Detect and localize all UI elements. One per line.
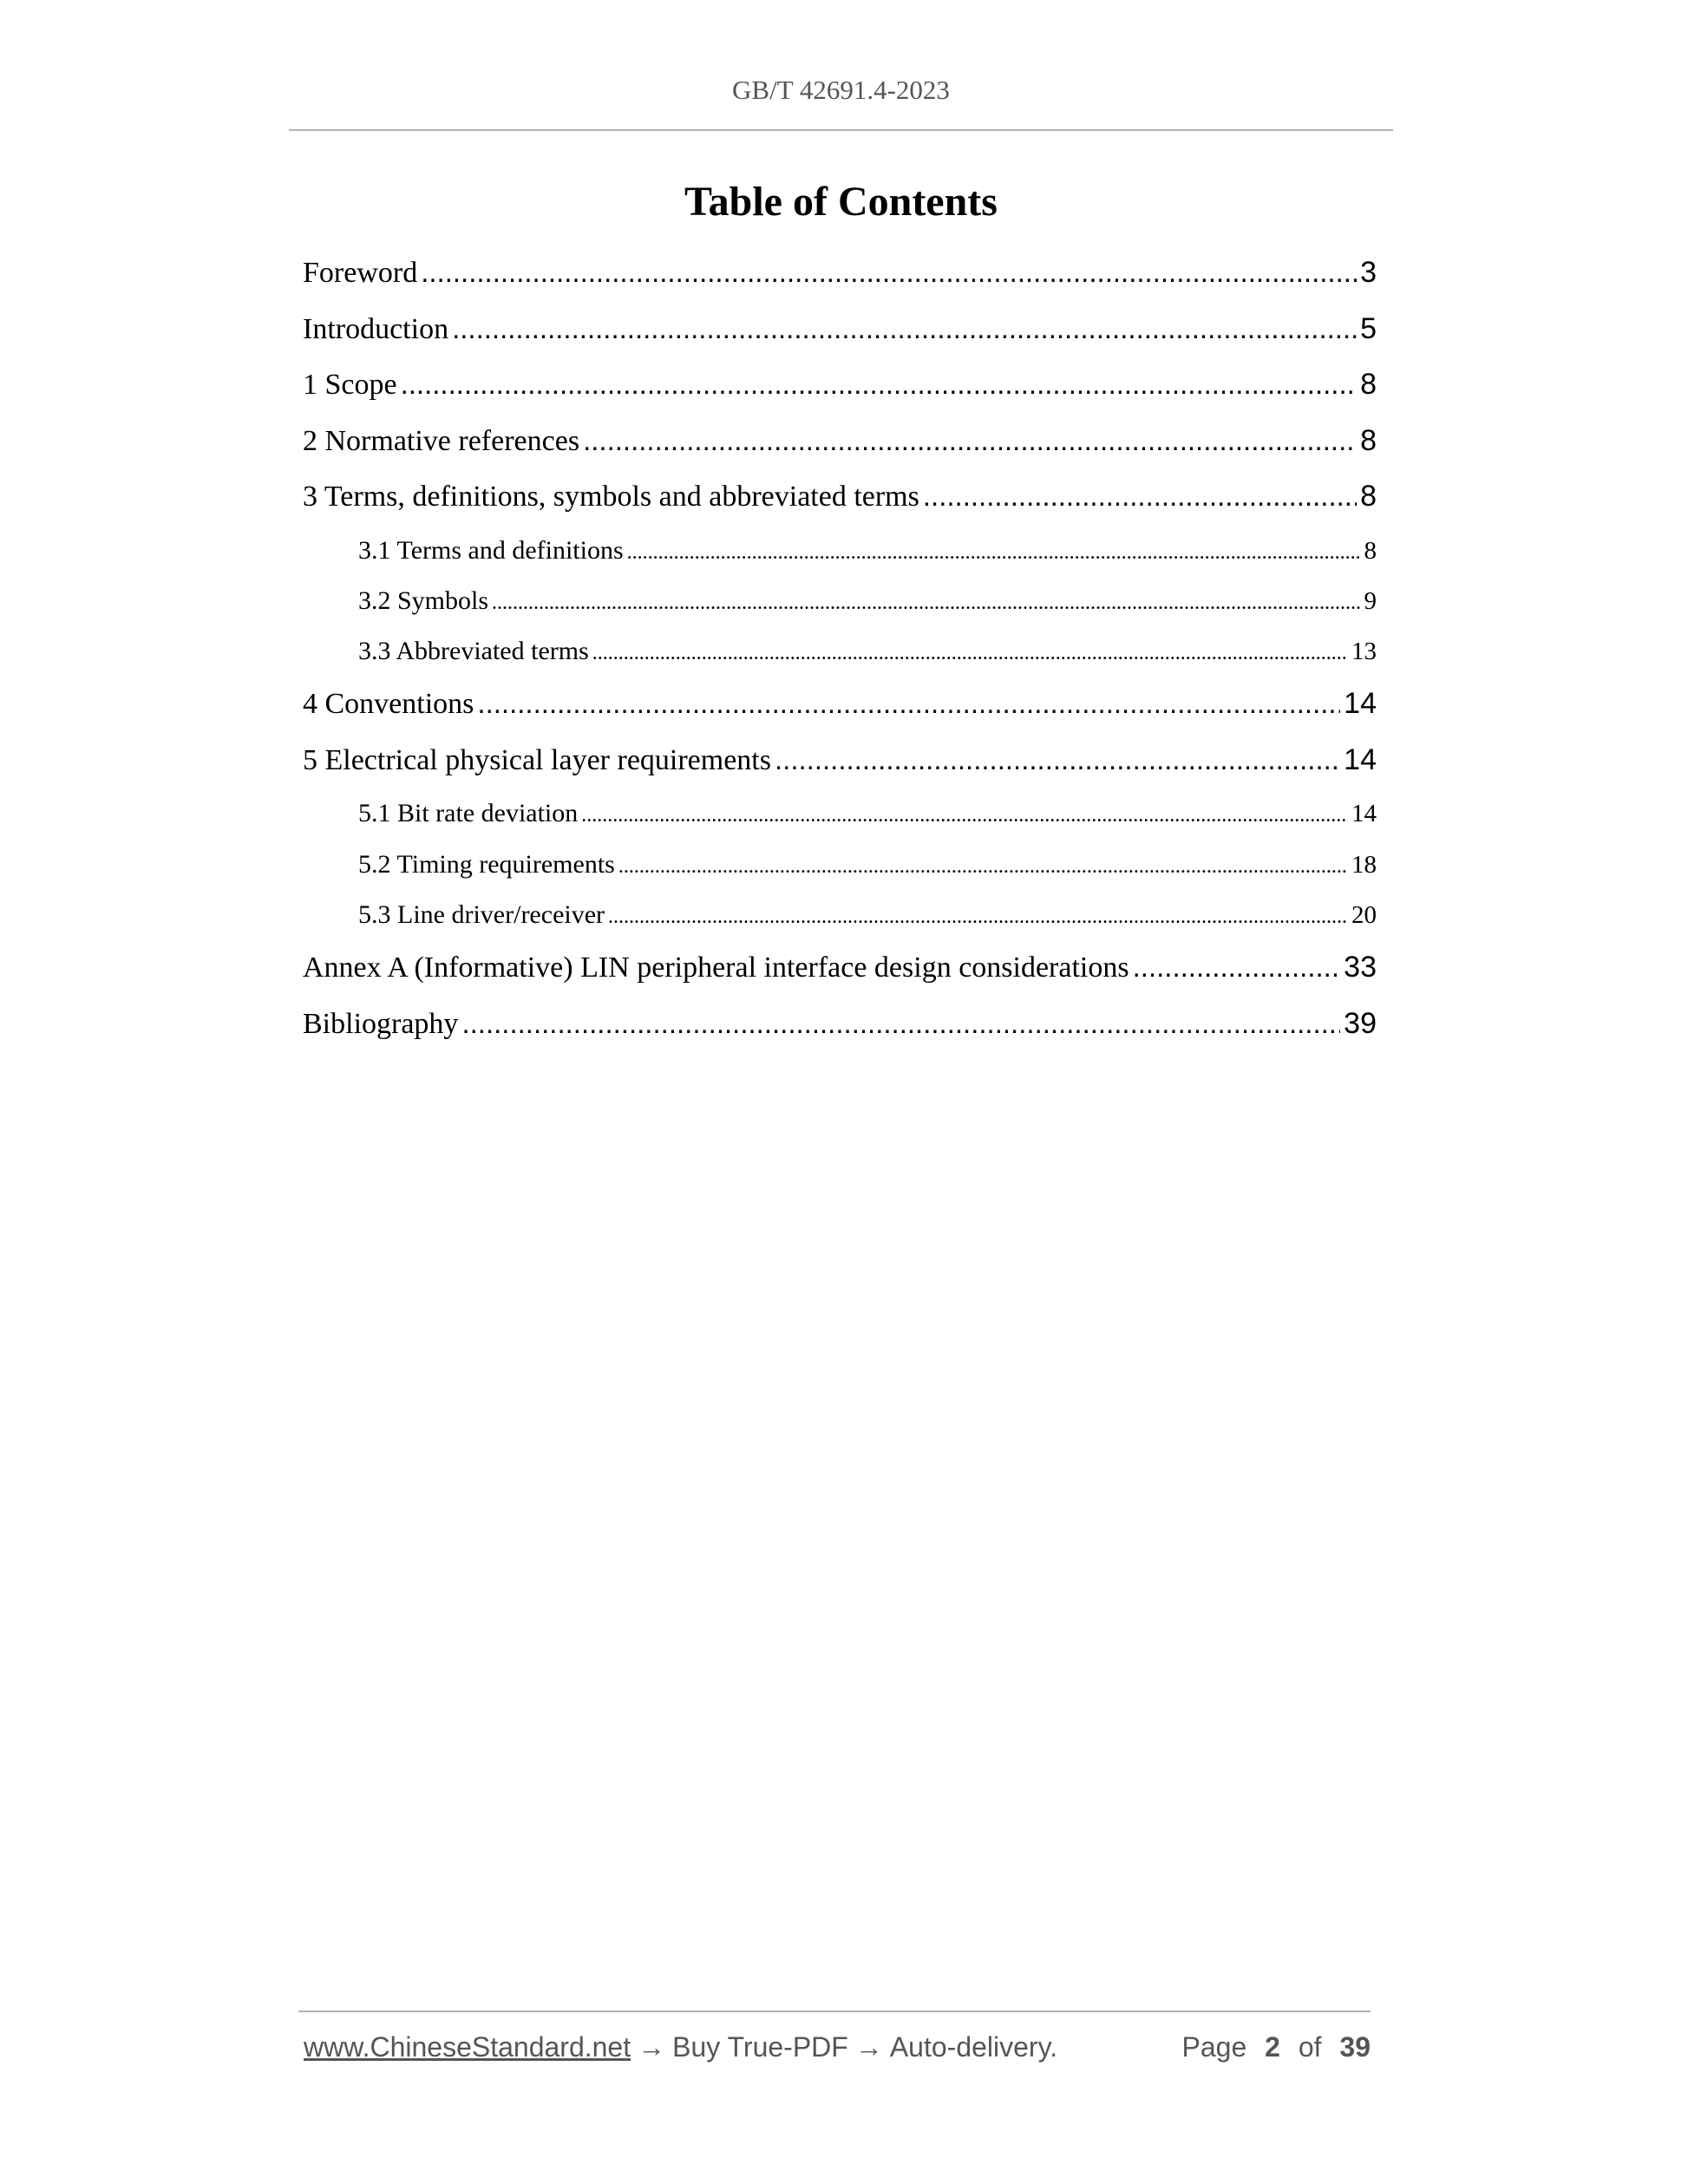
toc-leader-dots [581,799,1348,828]
toc-leader-dots [608,900,1348,930]
toc-leader-dots [461,1007,1340,1041]
page-indicator [1182,2031,1371,2063]
toc-page-number: 5 [1360,311,1377,345]
toc-entry-label: 5 Electrical physical layer requirements [303,743,771,776]
toc-page-number: 14 [1351,800,1377,828]
toc-entry[interactable] [303,951,1377,1007]
toc-entry[interactable] [303,256,1377,312]
toc-entry[interactable] [303,687,1377,743]
toc-entry-label: 3.3 Abbreviated terms [358,637,589,666]
toc-entry-label: 2 Normative references [303,424,580,457]
toc-leader-dots [775,743,1340,777]
toc-page-number: 3 [1360,256,1377,289]
toc-leader-dots [421,256,1357,290]
toc-entry-label: 5.3 Line driver/receiver [358,899,605,929]
toc-entry-label: 3 Terms, definitions, symbols and abbreviated terms [303,481,919,513]
arrow-right-icon: → [638,2031,666,2063]
toc-subentry[interactable] [303,586,1377,637]
toc-entry[interactable] [303,368,1377,424]
toc-leader-dots [452,312,1357,346]
delivery-text: Auto-delivery. [889,2031,1058,2063]
toc-page-number: 8 [1364,536,1377,565]
toc-subentry[interactable] [303,536,1377,586]
toc-subentry[interactable] [303,799,1377,849]
footer-divider [298,2011,1371,2012]
toc-entry[interactable] [303,1007,1377,1063]
toc-leader-dots [923,480,1357,513]
toc-leader-dots [477,687,1340,721]
toc-leader-dots [492,586,1360,616]
toc-entry[interactable] [303,743,1377,800]
website-link[interactable]: www.ChineseStandard.net [304,2031,631,2063]
page-footer [304,2031,1371,2063]
of-word: of [1298,2031,1322,2063]
toc-page-number: 8 [1360,480,1377,513]
toc-leader-dots [627,536,1361,566]
toc-entry-label: 3.2 Symbols [358,585,489,615]
toc-entry-label: Foreword [303,257,418,289]
toc-entry-label: 5.2 Timing requirements [358,849,615,879]
toc-leader-dots [618,850,1348,879]
toc-entry-label: Bibliography [303,1007,459,1040]
toc-page-number: 13 [1351,638,1377,666]
toc-subentry[interactable] [303,637,1377,687]
current-page-number: 2 [1265,2031,1280,2063]
total-pages-number: 39 [1339,2031,1371,2063]
page-title: Table of Contents [684,179,998,225]
page-word: Page [1181,2031,1247,2063]
toc-entry-label: 3.1 Terms and definitions [358,535,624,565]
header-divider [289,129,1393,131]
toc-leader-dots [583,424,1357,458]
toc-entry-label: Annex A (Informative) LIN peripheral interface design considerations [303,951,1129,984]
toc-entry[interactable] [303,312,1377,369]
toc-page-number: 39 [1344,1006,1377,1040]
toc-page-number: 18 [1351,850,1377,879]
toc-page-number: 8 [1360,368,1377,401]
running-header: GB/T 42691.4-2023 [732,75,950,105]
toc-page-number: 9 [1364,586,1377,615]
toc-leader-dots [1133,951,1341,984]
toc-leader-dots [401,368,1357,402]
buy-pdf-text: Buy True-PDF [672,2031,848,2063]
toc-leader-dots [592,637,1348,666]
table-of-contents [303,256,1377,1063]
toc-subentry[interactable] [303,900,1377,951]
toc-page-number: 20 [1351,900,1377,929]
toc-entry-label: 4 Conventions [303,688,474,721]
toc-entry[interactable] [303,424,1377,481]
toc-entry[interactable] [303,480,1377,536]
toc-entry-label: Introduction [303,312,449,345]
toc-page-number: 33 [1344,951,1377,984]
toc-page-number: 8 [1360,423,1377,457]
toc-page-number: 14 [1344,742,1377,776]
toc-entry-label: 5.1 Bit rate deviation [358,799,579,828]
arrow-right-icon: → [854,2031,883,2063]
toc-subentry[interactable] [303,850,1377,900]
toc-page-number: 14 [1344,687,1377,721]
toc-entry-label: 1 Scope [303,369,397,401]
